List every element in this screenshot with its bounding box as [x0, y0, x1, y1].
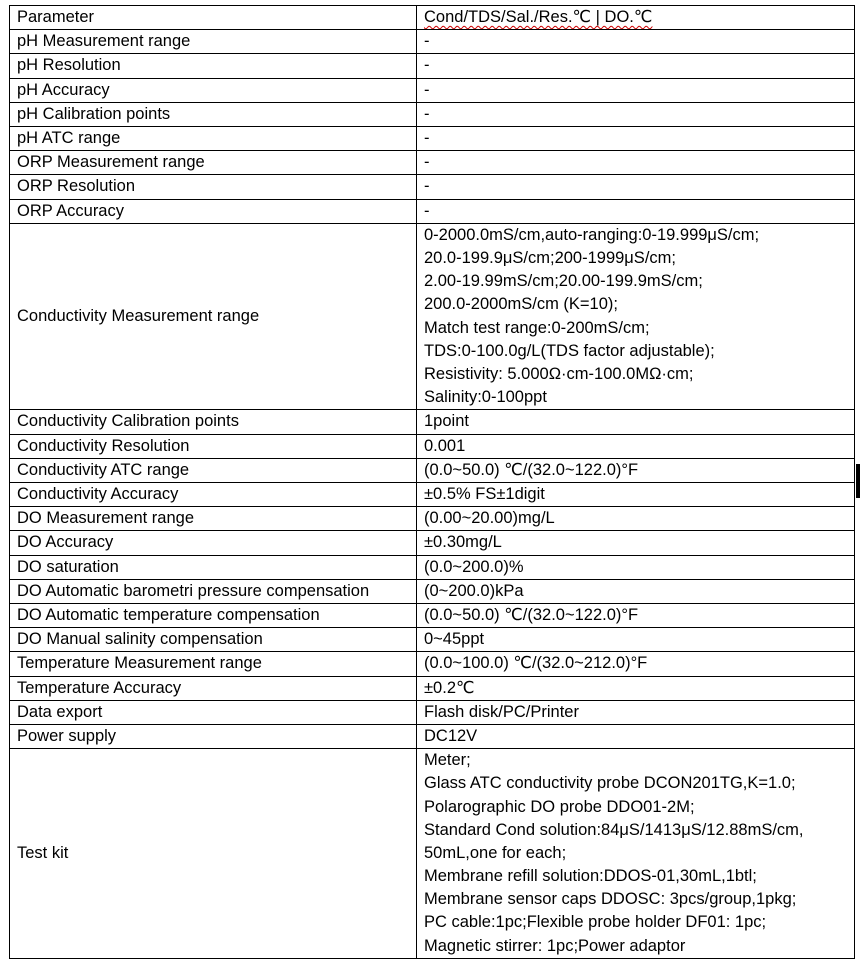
- table-row: [10, 579, 855, 603]
- value-line: Membrane refill solution:DDOS-01,30mL,1btl;: [424, 867, 757, 886]
- value-line: Salinity:0-100ppt: [424, 388, 547, 407]
- param-cell: pH Resolution: [10, 54, 417, 78]
- value-cell: ±0.2℃: [417, 676, 855, 700]
- table-row: [10, 652, 855, 676]
- value-line: 50mL,one for each;: [424, 843, 567, 862]
- value-cell: (0.0~50.0) ℃/(32.0~122.0)°F: [417, 603, 855, 627]
- value-cell: -: [417, 127, 855, 151]
- spec-table: [9, 5, 855, 959]
- param-cell: Conductivity Measurement range: [10, 223, 417, 410]
- param-cell: pH Calibration points: [10, 102, 417, 126]
- value-cell: (0.0~200.0)%: [417, 555, 855, 579]
- param-cell: ORP Accuracy: [10, 199, 417, 223]
- value-cell: ±0.30mg/L: [417, 531, 855, 555]
- table-row: [10, 78, 855, 102]
- param-cell: Temperature Accuracy: [10, 676, 417, 700]
- value-cell: 0~45ppt: [417, 628, 855, 652]
- table-row: [10, 434, 855, 458]
- param-cell: Conductivity Resolution: [10, 434, 417, 458]
- value-line: 200.0-2000mS/cm (K=10);: [424, 295, 618, 314]
- value-cell: (0.0~50.0) ℃/(32.0~122.0)°F: [417, 458, 855, 482]
- value-line: Meter;: [424, 751, 471, 770]
- value-line: Resistivity: 5.000Ω·cm-100.0MΩ·cm;: [424, 364, 694, 383]
- value-cell: -: [417, 199, 855, 223]
- value-line: Magnetic stirrer: 1pc;Power adaptor: [424, 936, 686, 955]
- value-cell: [417, 223, 855, 410]
- table-row: [10, 151, 855, 175]
- table-row: [10, 531, 855, 555]
- value-cell: -: [417, 30, 855, 54]
- param-cell: pH Measurement range: [10, 30, 417, 54]
- value-text: Cond/TDS/Sal./Res.℃ | DO.℃: [424, 8, 653, 26]
- param-cell: DO Automatic barometri pressure compensation: [10, 579, 417, 603]
- table-row: [10, 223, 855, 410]
- value-cell: [417, 749, 855, 959]
- table-row: [10, 410, 855, 434]
- value-cell: DC12V: [417, 724, 855, 748]
- value-cell: -: [417, 78, 855, 102]
- param-cell: Test kit: [10, 749, 417, 959]
- param-cell: Parameter: [10, 6, 417, 30]
- table-row: [10, 482, 855, 506]
- value-cell: (0.00~20.00)mg/L: [417, 507, 855, 531]
- param-cell: Conductivity ATC range: [10, 458, 417, 482]
- param-cell: pH ATC range: [10, 127, 417, 151]
- param-cell: pH Accuracy: [10, 78, 417, 102]
- param-cell: DO Manual salinity compensation: [10, 628, 417, 652]
- value-line: 0-2000.0mS/cm,auto-ranging:0-19.999μS/cm;: [424, 225, 760, 244]
- value-cell: ±0.5% FS±1digit: [417, 482, 855, 506]
- value-cell: (0.0~100.0) ℃/(32.0~212.0)°F: [417, 652, 855, 676]
- value-cell: Flash disk/PC/Printer: [417, 700, 855, 724]
- param-cell: Conductivity Accuracy: [10, 482, 417, 506]
- param-cell: Data export: [10, 700, 417, 724]
- value-line: Membrane sensor caps DDOSC: 3pcs/group,1pkg;: [424, 890, 797, 909]
- table-row: [10, 54, 855, 78]
- table-row: [10, 749, 855, 959]
- value-line: TDS:0-100.0g/L(TDS factor adjustable);: [424, 341, 715, 360]
- table-row: [10, 603, 855, 627]
- table-row: [10, 507, 855, 531]
- param-cell: Conductivity Calibration points: [10, 410, 417, 434]
- param-cell: DO saturation: [10, 555, 417, 579]
- table-row: [10, 102, 855, 126]
- value-cell: 1point: [417, 410, 855, 434]
- value-cell: -: [417, 102, 855, 126]
- value-line: Match test range:0-200mS/cm;: [424, 318, 650, 337]
- value-cell: -: [417, 151, 855, 175]
- param-cell: DO Accuracy: [10, 531, 417, 555]
- value-line: 2.00-19.99mS/cm;20.00-199.9mS/cm;: [424, 272, 703, 291]
- table-row: [10, 458, 855, 482]
- param-cell: ORP Measurement range: [10, 151, 417, 175]
- table-row: [10, 6, 855, 30]
- table-row: [10, 700, 855, 724]
- table-row: [10, 199, 855, 223]
- param-cell: Temperature Measurement range: [10, 652, 417, 676]
- table-row: [10, 30, 855, 54]
- value-cell: (0~200.0)kPa: [417, 579, 855, 603]
- value-line: Glass ATC conductivity probe DCON201TG,K=1.0;: [424, 774, 796, 793]
- value-cell: [417, 6, 855, 30]
- value-line: PC cable:1pc;Flexible probe holder DF01: 1pc;: [424, 913, 767, 932]
- table-row: [10, 175, 855, 199]
- table-row: [10, 676, 855, 700]
- table-row: [10, 127, 855, 151]
- value-line: Standard Cond solution:84μS/1413μS/12.88mS/cm,: [424, 820, 804, 839]
- value-line: Polarographic DO probe DDO01-2M;: [424, 797, 695, 816]
- param-cell: Power supply: [10, 724, 417, 748]
- param-cell: DO Measurement range: [10, 507, 417, 531]
- value-cell: -: [417, 175, 855, 199]
- param-cell: ORP Resolution: [10, 175, 417, 199]
- value-line: 20.0-199.9μS/cm;200-1999μS/cm;: [424, 249, 676, 268]
- table-row: [10, 724, 855, 748]
- param-cell: DO Automatic temperature compensation: [10, 603, 417, 627]
- table-row: [10, 628, 855, 652]
- edge-marker: [856, 464, 860, 498]
- value-cell: 0.001: [417, 434, 855, 458]
- value-cell: -: [417, 54, 855, 78]
- table-row: [10, 555, 855, 579]
